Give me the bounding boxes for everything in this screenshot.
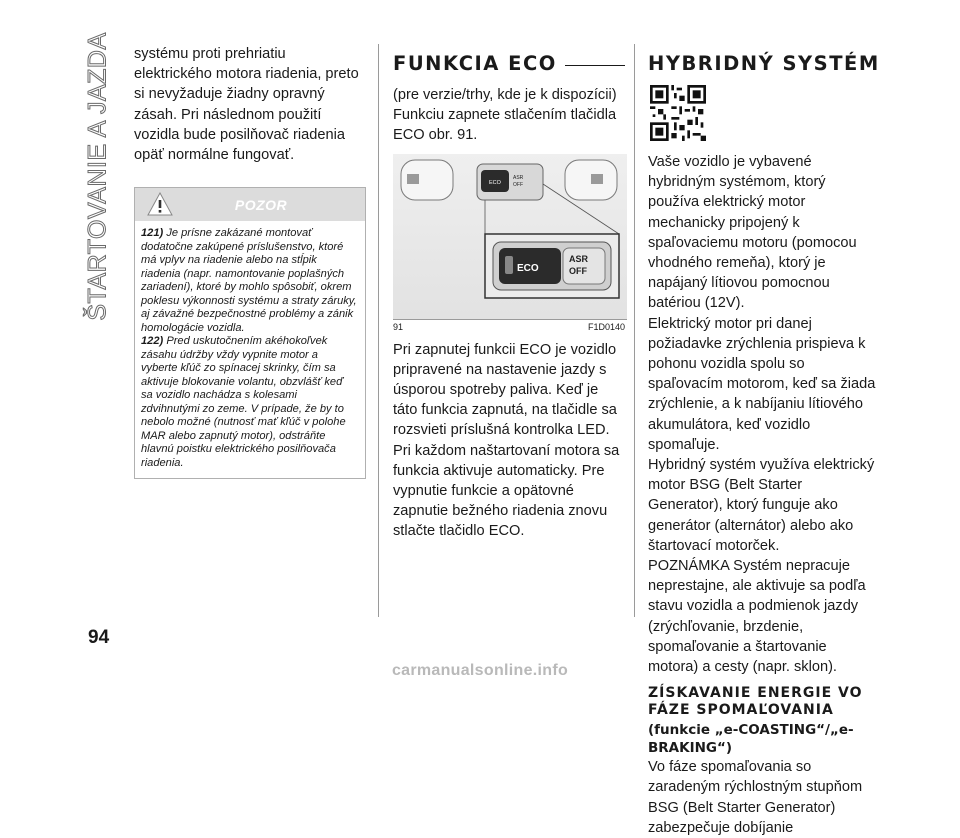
warning-item: 122) Pred uskutočnením akéhokoľvek zásahu údržby vždy vypnite motor a vyberte kľúč zo spínacej skrinky, čím sa aktivuje blokovanie volantu, obzvlášť keď sa vozidlo nachádza s kolesami zdvihnutými zo zeme. V prípade, že by to nebolo možné (nutnosť mať kľúč v polohe MAR alebo zapnutý motor), odstráňte hlavnú poistku elektrického posilňovača riadenia. bbox=[141, 335, 346, 469]
heading-rule bbox=[565, 65, 625, 66]
figure-code: F1D0140 bbox=[587, 321, 625, 332]
small-off-label: OFF bbox=[513, 181, 523, 188]
chapter-side-title: ŠTARTOVANIE A JAZDA bbox=[83, 31, 112, 321]
warning-item: 121) Je prísne zakázané montovať dodatočne zakúpené príslušenstvo, ktoré má vplyv na riadenie alebo na stĺpik riadenia (napr. namontovanie poplašných zariadení), ktoré by mohlo spôsobiť, okrem poklesu výkonnosti systému a straty záruky, aj závažné bezpečnostné problémy a zánik homologácie vozidla. bbox=[141, 227, 357, 334]
figure-caption bbox=[393, 322, 625, 332]
zoom-asr-label: ASR bbox=[569, 253, 589, 264]
section-heading-eco: FUNKCIA ECO bbox=[393, 52, 625, 75]
eco-auto-activation: Pri každom naštartovaní motora sa funkcia aktivuje automaticky. Pre vypnutie funkcie a opätovné zapnutie bežného riadenia znovu stlačte tlačidlo ECO. bbox=[393, 442, 620, 540]
intro-paragraph: systému proti prehriatiu elektrického motora riadenia, preto si nevyžaduje žiadny opravný zásah. Pri následnom použití vozidla bude posilňovač riadenia opäť normálne fungovať. bbox=[134, 46, 359, 164]
warning-header bbox=[135, 188, 365, 221]
figure-eco-button bbox=[393, 154, 627, 320]
warning-triangle-icon bbox=[147, 192, 173, 216]
column-divider bbox=[378, 44, 379, 617]
right-column bbox=[648, 44, 880, 838]
warning-body bbox=[135, 221, 365, 478]
hybrid-electric-motor: Elektrický motor pri danej požiadavke zrýchlenia prispieva k pohonu vozidla spolu so spaľovacím motorom, keď sa žiada zrýchlenie, a k nabíjaniu lítiového akumulátora, keď vozidlo spomaľuje. bbox=[648, 315, 876, 453]
page-number: 94 bbox=[88, 627, 110, 648]
eco-availability-note: (pre verzie/trhy, kde je k dispozícii) bbox=[393, 87, 617, 103]
hybrid-intro: Vaše vozidlo je vybavené hybridným systémom, ktorý používa elektrický motor mechanicky pripojený k spaľovaciemu motoru (pomocou vhodného remeňa), ktorý je napájaný lítiovou pomocnou batériou (12V). bbox=[648, 154, 857, 312]
warning-box bbox=[134, 187, 366, 479]
hybrid-note: POZNÁMKA Systém nepracuje neprestajne, ale aktivuje sa podľa stavu vozidla a podmienok jazdy (zrýchľovanie, brzdenie, spomaľovanie a štartovanie motora) a cesty (napr. sklon). bbox=[648, 558, 866, 676]
zoom-off-label: OFF bbox=[569, 265, 587, 276]
hybrid-bsg: Hybridný systém využíva elektrický motor BSG (Belt Starter Generator), ktorý funguje ako generátor (alternátor) alebo ako štartovací motorček. bbox=[648, 457, 875, 554]
subsection-subheading-functions: (funkcie „e-COASTING“/„e-BRAKING“) bbox=[648, 722, 854, 757]
watermark-footer: carmanualsonline.info bbox=[391, 662, 569, 679]
subsection-heading-energy-recovery: ZÍSKAVANIE ENERGIE VO FÁZE SPOMAĽOVANIA bbox=[648, 685, 863, 719]
energy-recovery-paragraph: Vo fáze spomaľovania so zaradeným rýchlostným stupňom BSG (Belt Starter Generator) zabezpečuje dobíjanie bbox=[648, 759, 863, 836]
qr-code[interactable] bbox=[650, 85, 706, 141]
middle-column bbox=[393, 44, 625, 542]
section-heading-hybrid: HYBRIDNÝ SYSTÉM bbox=[648, 52, 880, 75]
eco-asr-switch-illustration bbox=[393, 154, 627, 319]
small-eco-label: ECO bbox=[489, 179, 501, 186]
zoom-eco-label: ECO bbox=[517, 262, 539, 274]
eco-instruction: Funkciu zapnete stlačením tlačidla ECO obr. 91. bbox=[393, 107, 617, 144]
left-column bbox=[134, 44, 366, 479]
figure-number: 91 bbox=[393, 321, 404, 332]
warning-title: POZOR bbox=[234, 196, 288, 213]
eco-description: Pri zapnutej funkcii ECO je vozidlo pripravené na nastavenie jazdy s úsporou spotreby paliva. Keď je táto funkcia zapnutá, na tlačidle sa rozsvieti príslušná kontrolka LED. bbox=[393, 341, 617, 439]
column-divider bbox=[634, 44, 635, 617]
small-asr-label: ASR bbox=[513, 174, 524, 181]
